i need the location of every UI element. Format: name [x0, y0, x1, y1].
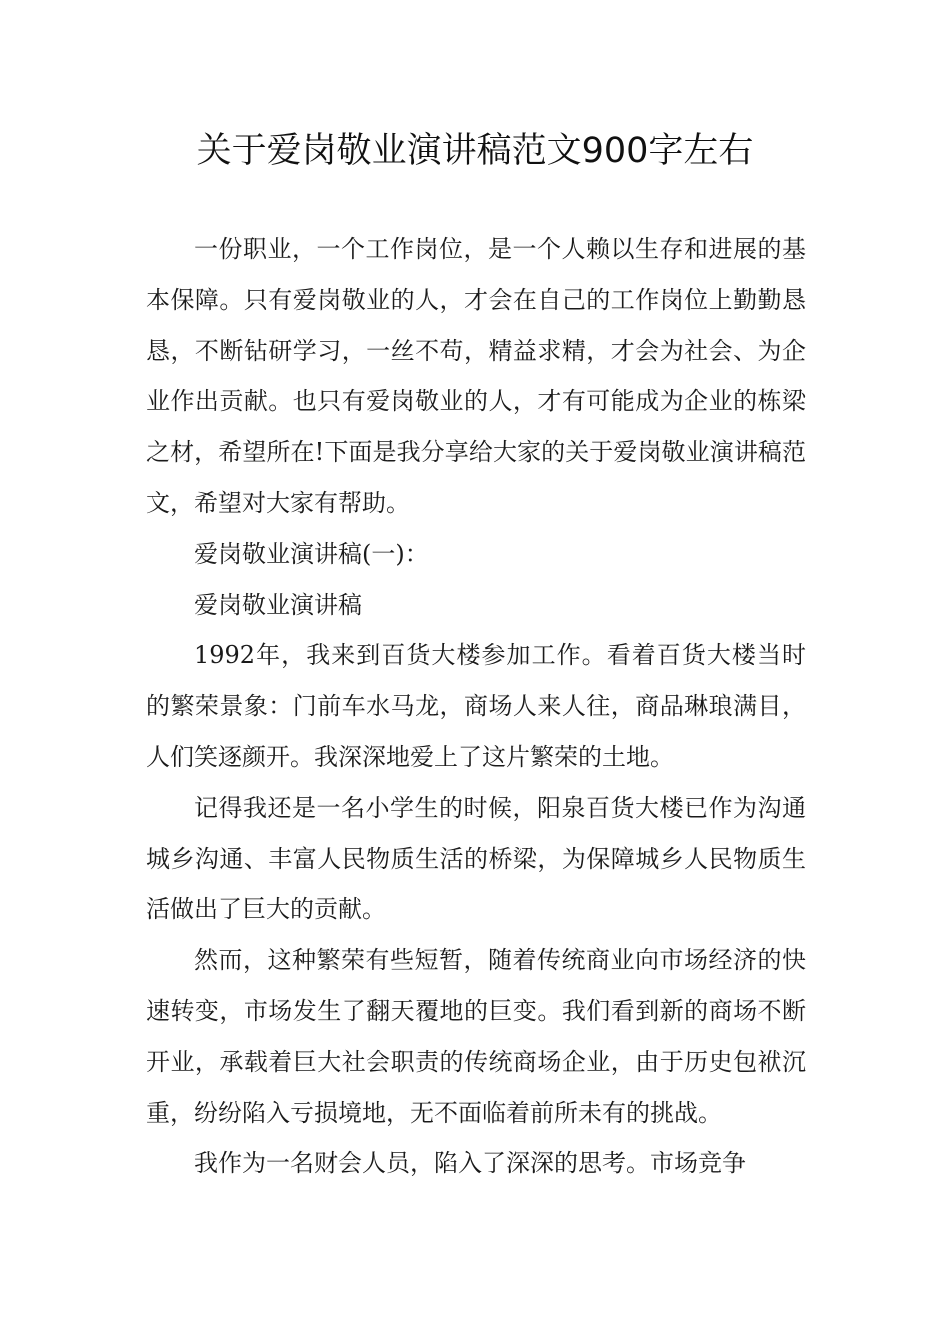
paragraph-subheading: 爱岗敬业演讲稿: [194, 590, 362, 619]
paragraph-intro: 一份职业，一个工作岗位，是一个人赖以生存和进展的基本保障。只有爱岗敬业的人，才会在自己的工作岗位上勤勤恳恳，不断钻研学习，一丝不苟，精益求精，才会为社会、为企业作出贡献。也只有爱岗敬业的人，才有可能成为企业的栋梁之材，希望所在!下面是我分享给大家的关于爱岗敬业演讲稿范文，希望对大家有帮助。: [146, 235, 806, 517]
document-body: [146, 224, 806, 1189]
paragraph-however: 然而，这种繁荣有些短暂，随着传统商业向市场经济的快速转变，市场发生了翻天覆地的巨变。我们看到新的商场不断开业，承载着巨大社会职责的传统商场企业，由于历史包袱沉重，纷纷陷入亏损境地，无不面临着前所未有的挑战。: [146, 946, 806, 1127]
paragraph-accountant: 我作为一名财会人员，陷入了深深的思考。市场竞争: [194, 1149, 746, 1178]
document-title: 关于爱岗敬业演讲稿范文900字左右: [196, 131, 754, 171]
paragraph-heading-one: 爱岗敬业演讲稿(一)：: [194, 539, 429, 568]
paragraph-1992: 1992年，我来到百货大楼参加工作。看着百货大楼当时的繁荣景象：门前车水马龙，商场人来人往，商品琳琅满目，人们笑逐颜开。我深深地爱上了这片繁荣的土地。: [146, 641, 806, 771]
paragraph-memory: 记得我还是一名小学生的时候，阳泉百货大楼已作为沟通城乡沟通、丰富人民物质生活的桥梁，为保障城乡人民物质生活做出了巨大的贡献。: [146, 793, 806, 924]
